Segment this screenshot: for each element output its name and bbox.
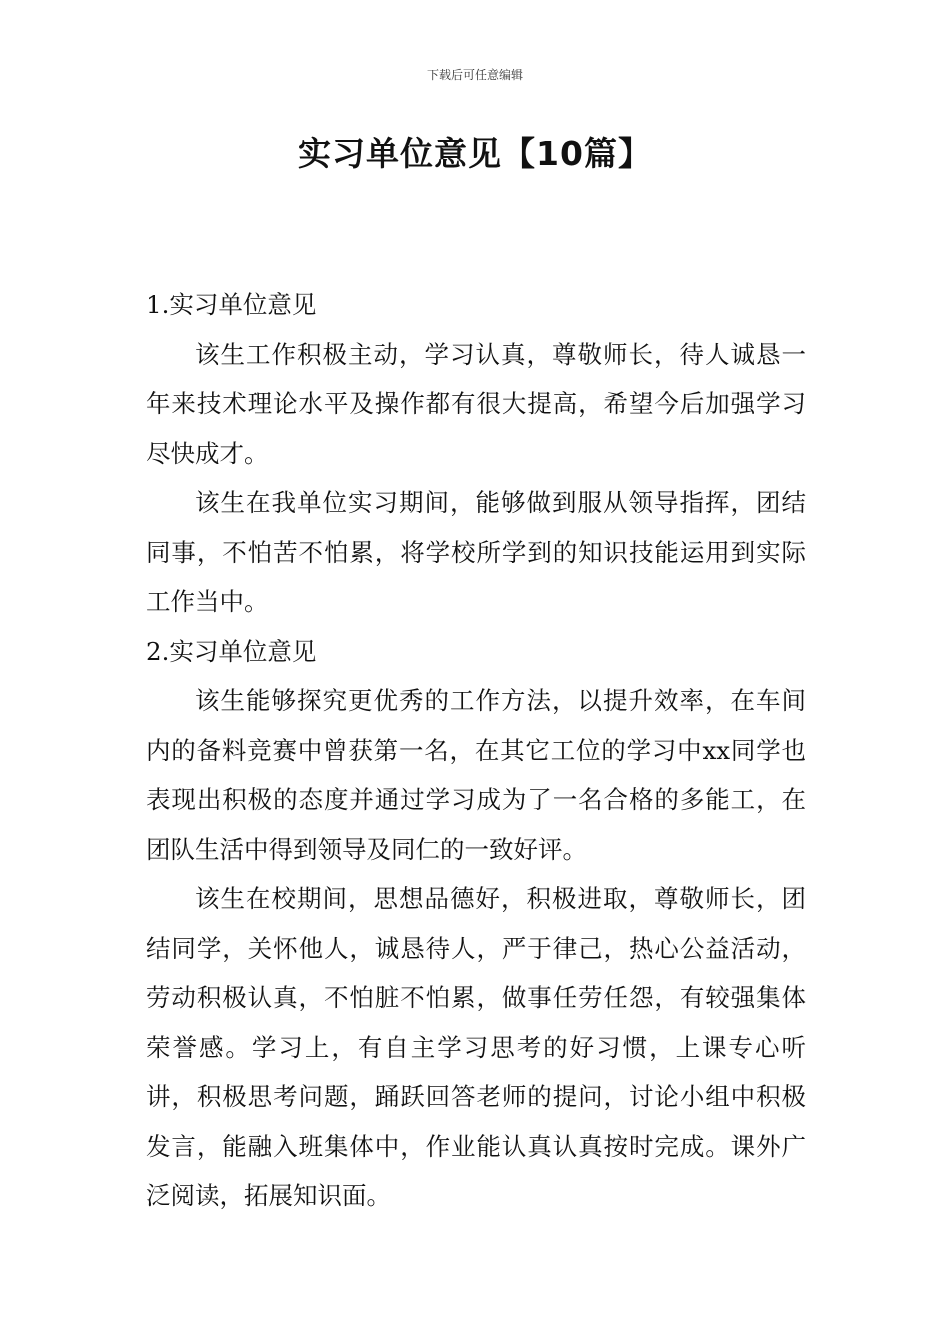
document-body <box>146 280 806 1221</box>
document-title: 实习单位意见【10篇】 <box>298 134 652 173</box>
paragraph: 该生能够探究更优秀的工作方法，以提升效率，在车间内的备料竞赛中曾获第一名，在其它工位的学习中xx同学也表现出积极的态度并通过学习成为了一名合格的多能工，在团队生活中得到领导及同仁的一致好评。 <box>146 686 806 864</box>
section-heading: 1.实习单位意见 <box>146 290 317 319</box>
paragraph: 该生在我单位实习期间，能够做到服从领导指挥，团结同事，不怕苦不怕累，将学校所学到的知识技能运用到实际工作当中。 <box>146 488 806 616</box>
section-1 <box>146 280 806 627</box>
header-note: 下载后可任意编辑 <box>426 68 523 82</box>
paragraph: 该生工作积极主动，学习认真，尊敬师长，待人诚恳一年来技术理论水平及操作都有很大提高，希望今后加强学习尽快成才。 <box>146 339 806 468</box>
section-heading: 2.实习单位意见 <box>146 636 317 666</box>
paragraph: 该生在校期间，思想品德好，积极进取，尊敬师长，团结同学，关怀他人，诚恳待人，严于律己，热心公益活动，劳动积极认真，不怕脏不怕累，做事任劳任怨，有较强集体荣誉感。学习上，有自主学习思考的好习惯，上课专心听讲，积极思考问题，踊跃回答老师的提问，讨论小组中积极发言，能融入班集体中，作业能认真认真按时完成。课外广泛阅读，拓展知识面。 <box>146 884 806 1210</box>
section-2 <box>146 627 806 1221</box>
